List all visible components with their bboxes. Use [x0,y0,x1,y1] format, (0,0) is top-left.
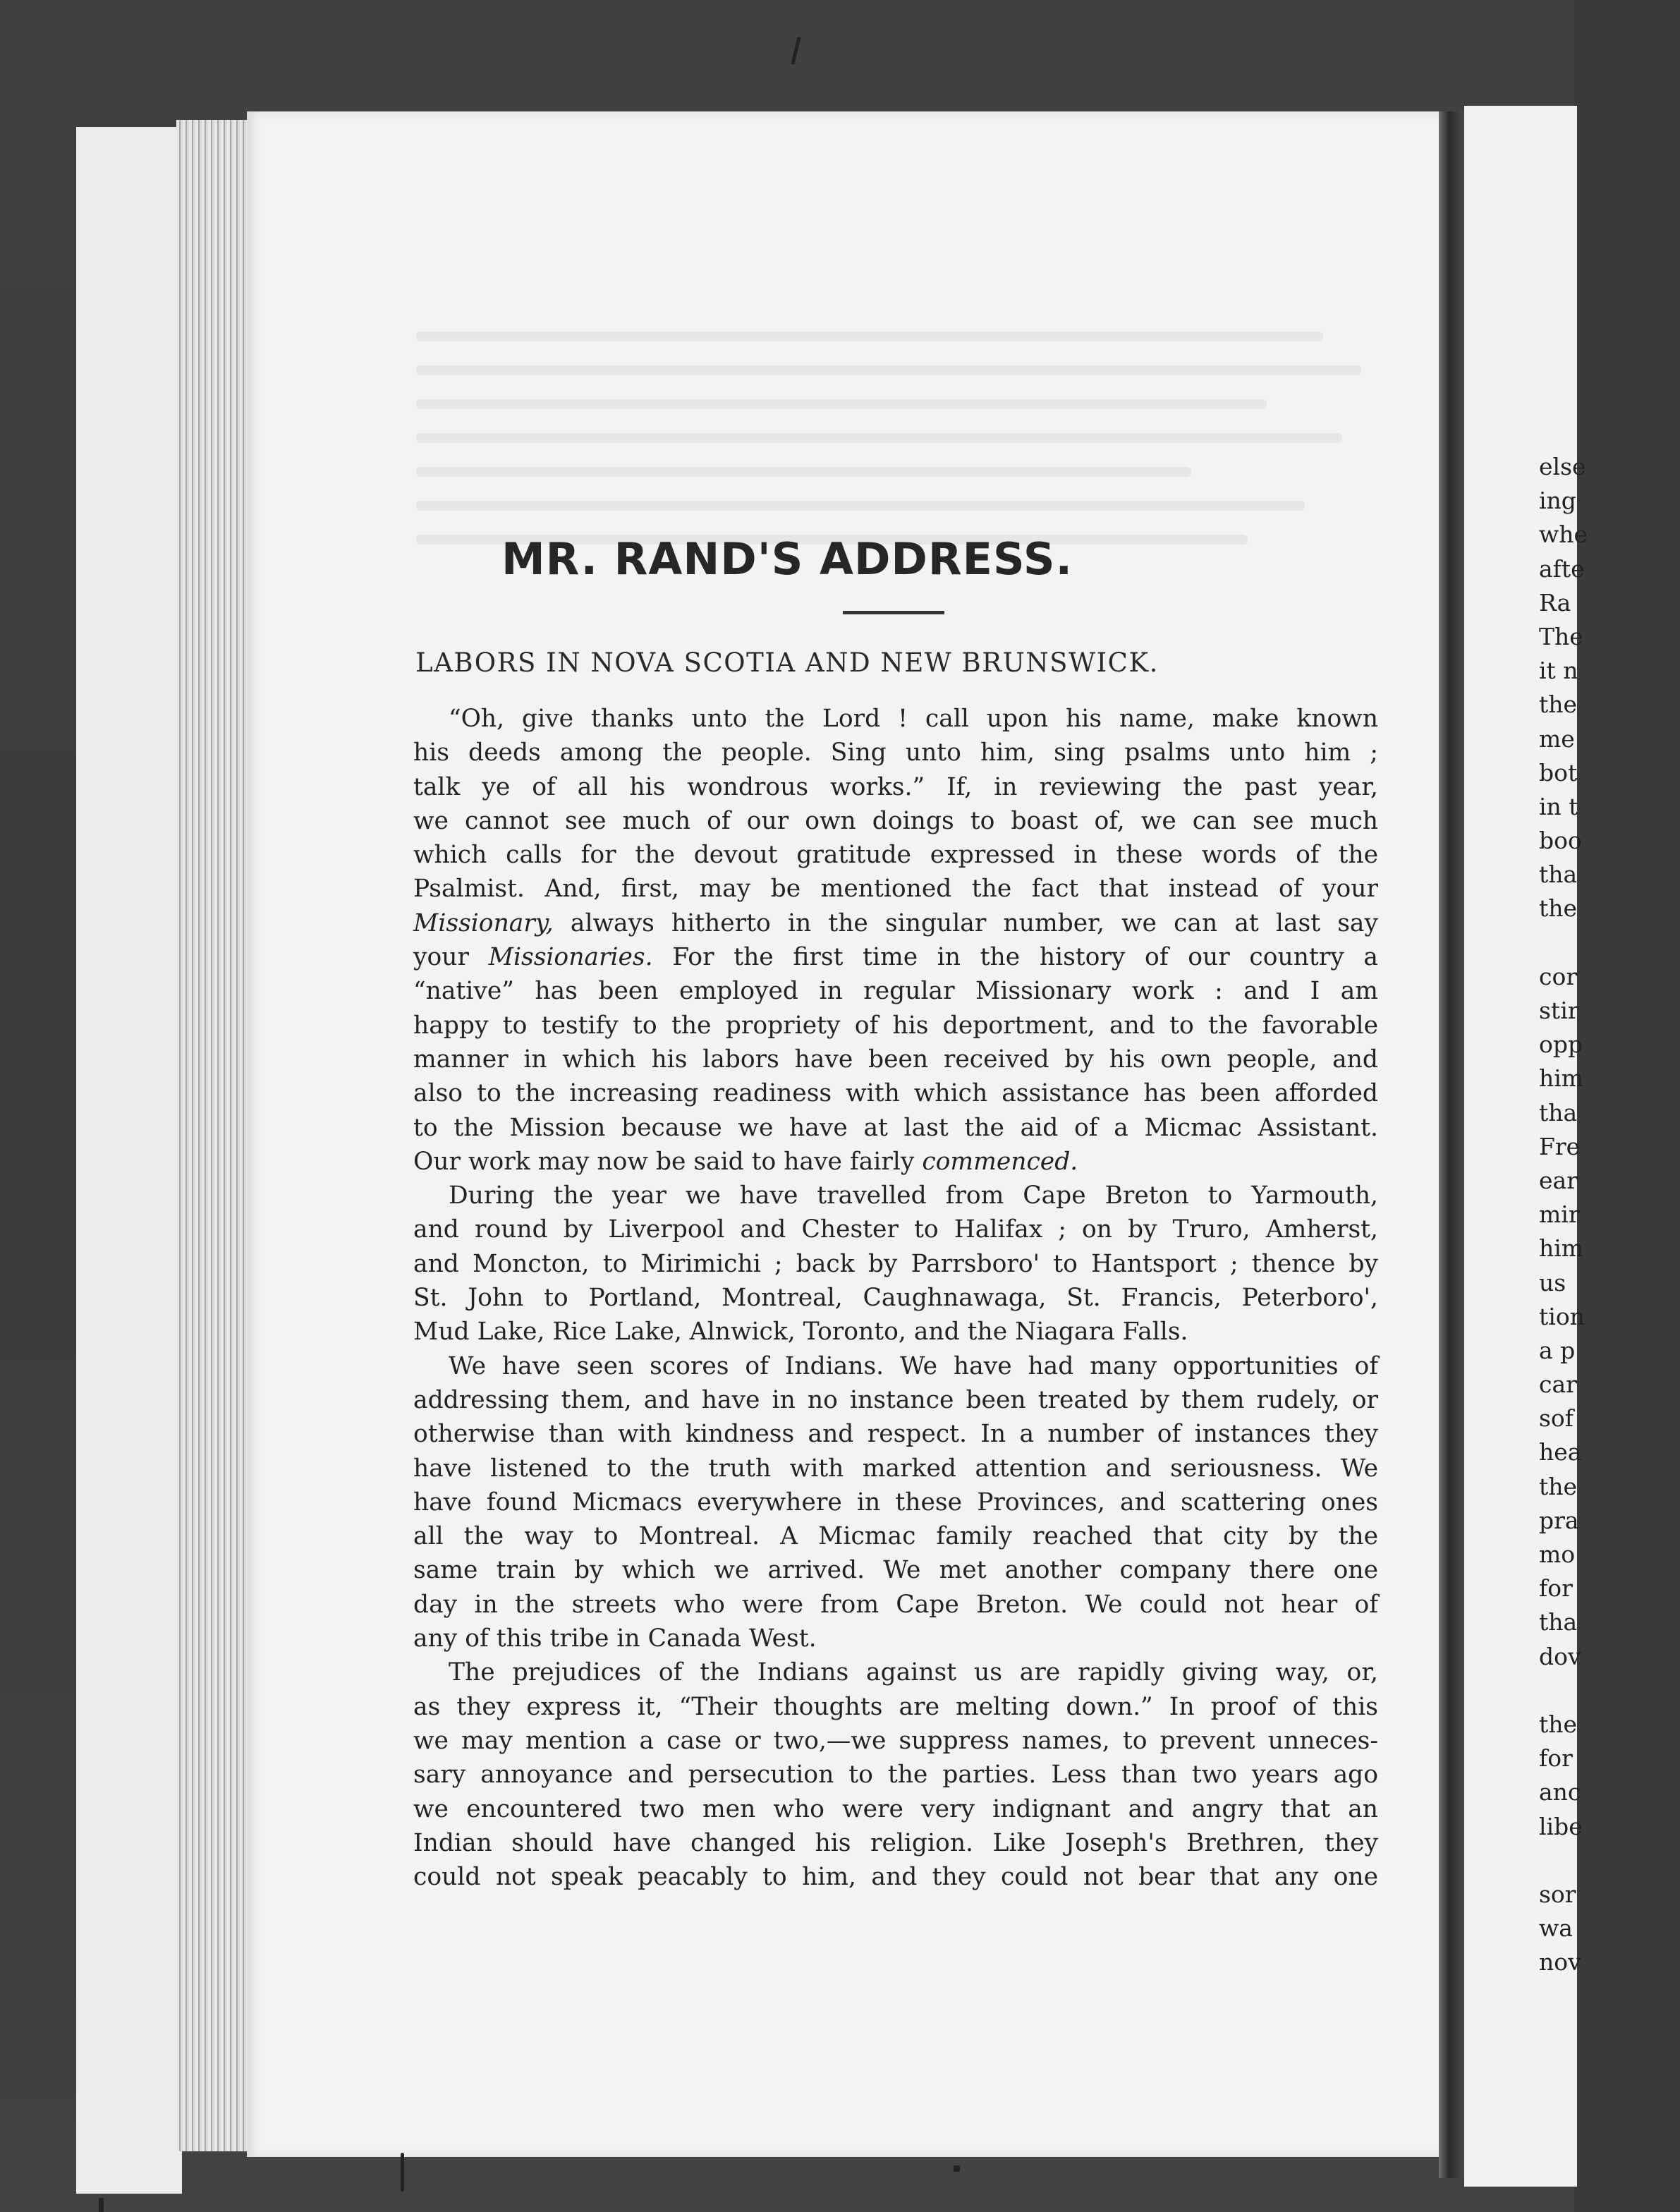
right-page-fragment: mo [1539,1540,1576,1568]
italic-text: Missionary, [413,909,554,937]
right-page-fragment: pra [1539,1506,1579,1534]
right-page-fragment: hea [1539,1438,1582,1466]
left-cover-board [76,127,182,2194]
right-page-fragment: the [1539,1710,1578,1738]
section-subtitle: LABORS IN NOVA SCOTIA AND NEW BRUNSWICK. [415,648,1159,678]
text-line: we encountered two men who were very indignant and angry that an [413,1794,1378,1823]
right-page-column [1539,450,1680,1979]
page-title: MR. RAND'S ADDRESS. [501,533,1073,585]
right-page-fragment: us [1539,1268,1566,1296]
right-page-fragment: mir [1539,1201,1580,1229]
text-line: day in the streets who were from Cape Breton. We could not hear of [413,1590,1378,1619]
text-line: The prejudices of the Indians against us are rapidly giving way, or, [449,1658,1378,1687]
right-page-fragment: the [1539,894,1578,923]
right-page-fragment: tha [1539,1608,1578,1636]
right-page [1464,106,1588,2187]
right-page-fragment: anc [1539,1778,1581,1806]
text-run: Our work may now be said to have fairly [413,1147,923,1176]
text-line: and round by Liverpool and Chester to Halifax ; on by Truro, Amherst, [413,1215,1378,1244]
right-page-fragment: wa [1539,1914,1573,1943]
page-edges [176,120,255,2151]
text-line: sary annoyance and persecution to the parties. Less than two years ago [413,1761,1378,1789]
text-line: addressing them, and have in no instance been treated by them rudely, or [413,1385,1378,1414]
right-page-fragment: boo [1539,827,1582,855]
text-line: “native” has been employed in regular Missionary work : and I am [413,977,1378,1006]
text-line: his deeds among the people. Sing unto him, sing psalms unto him ; [413,739,1378,767]
right-page-fragment: dov [1539,1642,1581,1670]
text-line: otherwise than with kindness and respect. In a number of instances they [413,1420,1378,1449]
text-line: all the way to Montreal. A Micmac family reached that city by the [413,1522,1378,1551]
text-line: any of this tribe in Canada West. [413,1624,817,1653]
text-run: For the first time in the history of our country a [652,943,1378,972]
right-page-fragment: opp [1539,1031,1583,1059]
right-page-fragment: bot [1539,758,1578,786]
text-line: Indian should have changed his religion. Like Joseph's Brethren, they [413,1828,1378,1857]
text-line: we may mention a case or two,—we suppress names, to prevent unneces- [413,1726,1378,1755]
right-page-fragment: for [1539,1744,1573,1773]
text-line: talk ye of all his wondrous works.” If, in reviewing the past year, [413,772,1378,801]
right-page-fragment: ear [1539,1166,1578,1194]
text-line: could not speak peacably to him, and they could not bear that any one [413,1863,1378,1892]
right-page-fragment: tha [1539,1098,1578,1126]
text-line [413,940,1378,974]
text-line [413,906,1378,940]
right-page-fragment: him [1539,1064,1584,1093]
right-page-fragment: it n [1539,657,1578,685]
right-page-fragment: whe [1539,521,1588,549]
right-page-fragment: the [1539,691,1578,719]
right-page-fragment: nov [1539,1948,1581,1976]
right-page-fragment: ing [1539,487,1576,515]
text-line [413,1145,1378,1179]
text-line: We have seen scores of Indians. We have had many opportunities of [449,1351,1378,1380]
right-page-fragment: cor [1539,962,1578,990]
text-line: as they express it, “Their thoughts are melting down.” In proof of this [413,1692,1378,1721]
italic-text: Missionaries. [488,943,653,972]
right-page-fragment: the [1539,1472,1578,1500]
right-page-fragment: Fre [1539,1132,1581,1160]
right-page-fragment: else [1539,453,1586,480]
text-line: St. John to Portland, Montreal, Caughnawaga, St. Francis, Peterboro', [413,1284,1378,1313]
text-line: “Oh, give thanks unto the Lord ! call upon his name, make known [449,705,1378,733]
right-page-fragment: a p [1539,1336,1576,1364]
text-line: have found Micmacs everywhere in these Provinces, and scattering ones [413,1488,1378,1517]
text-line: have listened to the truth with marked attention and seriousness. We [413,1454,1378,1483]
text-line: happy to testify to the propriety of his deportment, and to the favorable [413,1011,1378,1040]
text-line: Psalmist. And, first, may be mentioned the fact that instead of your [413,875,1378,904]
right-page-fragment: car [1539,1371,1577,1399]
body-text [413,702,1378,1894]
text-line: we cannot see much of our own doings to boast of, we can see much [413,806,1378,835]
right-page-fragment: in t [1539,792,1578,820]
right-page-fragment: stir [1539,997,1579,1024]
text-line: and Moncton, to Mirimichi ; back by Parrsboro' to Hantsport ; thence by [413,1249,1378,1278]
text-line: to the Mission because we have at last the aid of a Micmac Assistant. [413,1113,1378,1142]
text-line: Mud Lake, Rice Lake, Alnwick, Toronto, and the Niagara Falls. [413,1318,1188,1347]
title-rule [843,611,944,614]
right-page-fragment: for [1539,1574,1573,1603]
text-line: During the year we have travelled from Cape Breton to Yarmouth, [449,1181,1378,1210]
text-line: manner in which his labors have been received by his own people, and [413,1045,1378,1074]
right-page-fragment: sof [1539,1404,1574,1433]
text-line: which calls for the devout gratitude expressed in these words of the [413,841,1378,870]
right-page-fragment: libe [1539,1812,1583,1840]
right-page-fragment: tion [1539,1302,1585,1330]
text-line: also to the increasing readiness with which assistance has been afforded [413,1079,1378,1108]
right-page-fragment: me [1539,724,1575,753]
right-page-fragment [1539,1674,1680,1708]
text-line: same train by which we arrived. We met another company there one [413,1556,1378,1585]
right-page-fragment [1539,1844,1680,1878]
right-page-fragment: The [1539,622,1583,650]
book-gutter [1439,111,1464,2178]
text-run: your [413,943,489,972]
right-page-fragment [1539,926,1680,960]
italic-text: commenced. [922,1147,1078,1176]
right-page-fragment: Ra [1539,588,1571,616]
text-run: always hitherto in the singular number, we can at last say [553,909,1378,937]
right-page-fragment: him [1539,1234,1584,1263]
right-page-fragment: tha [1539,861,1578,889]
right-page-fragment: sor [1539,1880,1576,1908]
right-page-fragment: afte [1539,554,1585,583]
